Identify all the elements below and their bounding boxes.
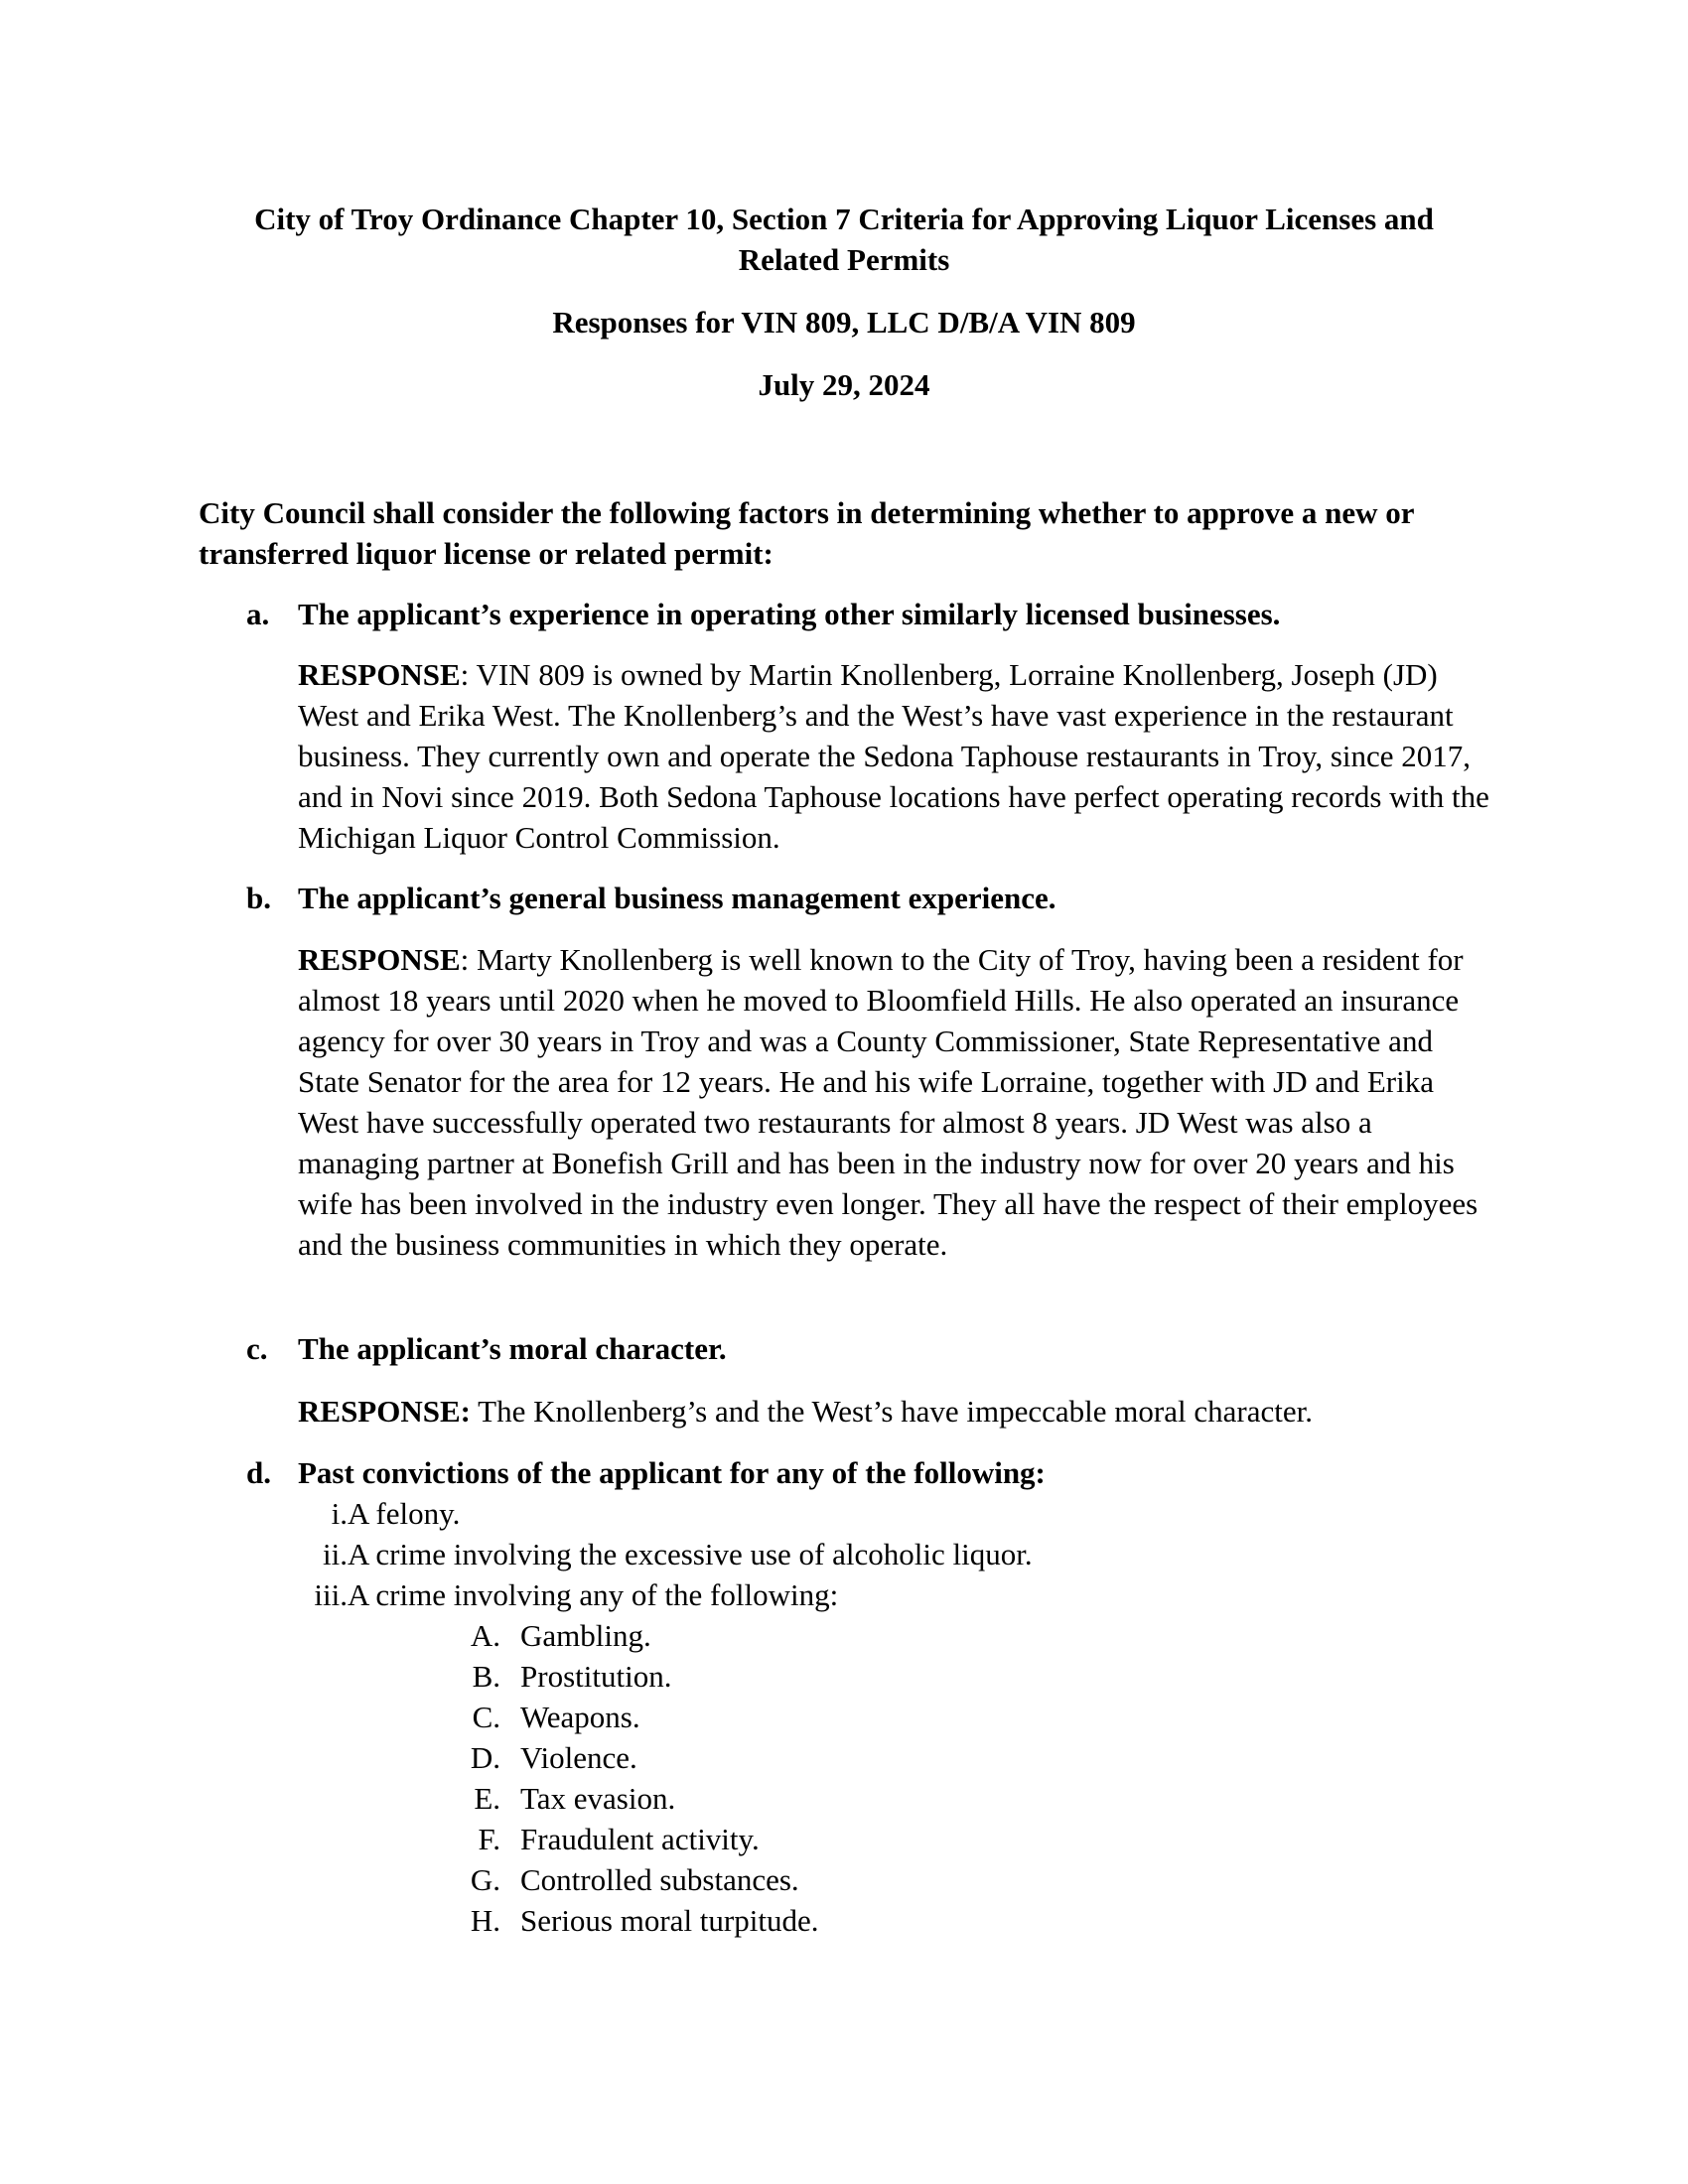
crime-type-letter: E.: [474, 1781, 500, 1816]
document-subtitle: Responses for VIN 809, LLC D/B/A VIN 809: [552, 305, 1136, 340]
response-label: RESPONSE:: [298, 1394, 471, 1429]
crime-type-letter: C.: [472, 1700, 500, 1734]
criterion-letter: a.: [246, 597, 270, 631]
crime-type-text: Violence.: [520, 1740, 637, 1775]
crime-type-text: Fraudulent activity.: [520, 1822, 760, 1856]
conviction-number: ii.: [323, 1537, 348, 1571]
crime-type-text: Prostitution.: [520, 1659, 672, 1694]
conviction-text: A crime involving any of the following:: [348, 1577, 839, 1612]
title-line-2: Related Permits: [738, 242, 950, 277]
criterion-heading: The applicant’s moral character.: [298, 1331, 727, 1366]
crime-type-item: [457, 1697, 1152, 1737]
criterion-letter: d.: [246, 1455, 271, 1490]
crime-type-text: Controlled substances.: [520, 1862, 799, 1897]
crime-type-item: [457, 1859, 1152, 1900]
conviction-number: i.: [331, 1496, 348, 1531]
response-text: : VIN 809 is owned by Martin Knollenberg, Lorraine Knollenberg, Joseph (JD) West and Erika West. The Knollenberg’s and the West’s have vast experience in the restaurant business. They currently own and operate the Sedona Taphouse restaurants in Troy, since 2017, and in Novi since 2019. Both Sedona Taphouse locations have perfect operating records with the Michigan Liquor Control Commission.: [298, 657, 1489, 855]
crime-type-item: [457, 1656, 1152, 1697]
conviction-item: [248, 1493, 1241, 1534]
conviction-item: [248, 1534, 1241, 1574]
response-text: The Knollenberg’s and the West’s have impeccable moral character.: [470, 1394, 1313, 1429]
crime-type-item: [457, 1778, 1152, 1819]
conviction-item: [248, 1574, 1241, 1615]
intro-paragraph: City Council shall consider the following factors in determining whether to approve a new or transferred liquor license or related permit:: [199, 495, 1414, 571]
conviction-number: iii.: [314, 1577, 348, 1612]
response-text: : Marty Knollenberg is well known to the City of Troy, having been a resident for almost 18 years until 2020 when he moved to Bloomfield Hills. He also operated an insurance agency for over 30 years in Troy and was a County Commissioner, State Representative and State Senator for the area for 12 years. He and his wife Lorraine, together with JD and Erika West have successfully operated two restaurants for almost 8 years. JD West was also a managing partner at Bonefish Grill and has been in the industry now for over 20 years and his wife has been involved in the industry even longer. They all have the respect of their employees and the business communities in which they operate.: [298, 942, 1478, 1262]
criterion-heading: Past convictions of the applicant for any of the following:: [298, 1455, 1046, 1490]
criterion-heading: The applicant’s general business management experience.: [298, 881, 1056, 915]
crime-type-item: [457, 1819, 1152, 1859]
crime-type-text: Tax evasion.: [520, 1781, 676, 1816]
document-date: July 29, 2024: [758, 367, 930, 402]
crime-type-letter: G.: [470, 1862, 500, 1897]
crime-type-item: [457, 1900, 1152, 1941]
crime-type-letter: H.: [470, 1903, 500, 1938]
criterion-letter: b.: [246, 881, 271, 915]
response-label: RESPONSE: [298, 657, 461, 692]
crime-type-text: Gambling.: [520, 1618, 651, 1653]
crime-type-item: [457, 1737, 1152, 1778]
criterion-heading: The applicant’s experience in operating other similarly licensed businesses.: [298, 597, 1281, 631]
crime-type-text: Weapons.: [520, 1700, 640, 1734]
document-title: [149, 199, 1539, 280]
crime-type-letter: D.: [470, 1740, 500, 1775]
title-line-1: City of Troy Ordinance Chapter 10, Section 7 Criteria for Approving Liquor Licenses and: [254, 202, 1434, 236]
crime-type-item: [457, 1615, 1152, 1656]
response-label: RESPONSE: [298, 942, 461, 977]
conviction-text: A felony.: [348, 1496, 461, 1531]
crime-type-letter: B.: [472, 1659, 500, 1694]
response-a: [298, 654, 1489, 858]
crime-type-letter: F.: [478, 1822, 500, 1856]
response-c: [298, 1391, 1489, 1432]
crime-type-text: Serious moral turpitude.: [520, 1903, 819, 1938]
criterion-letter: c.: [246, 1331, 268, 1366]
response-b: [298, 939, 1489, 1265]
conviction-text: A crime involving the excessive use of alcoholic liquor.: [348, 1537, 1033, 1571]
crime-type-letter: A.: [470, 1618, 500, 1653]
